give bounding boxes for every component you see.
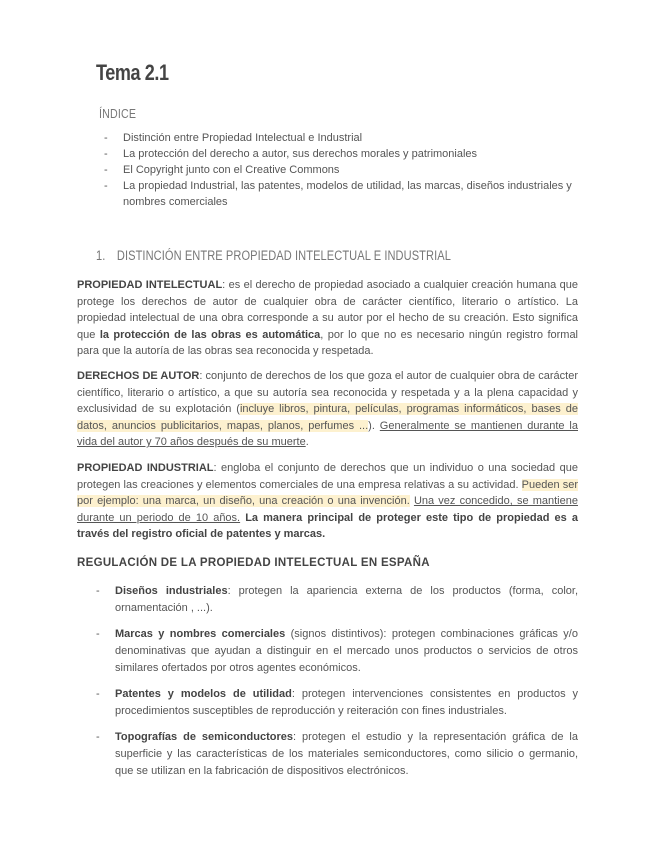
paragraph-text: , por lo que no es necesario ningún registro formal para que la autoría de las obras sea reconocida y respetada. [77, 328, 578, 358]
item-text: : protegen intervenciones consistentes en productos y procedimientos susceptibles de reproducción y reiteración con fines industriales. [115, 688, 579, 717]
list-item [96, 729, 578, 780]
toc-item [104, 130, 584, 146]
term: Marcas y nombres comerciales [115, 628, 286, 640]
regulation-list [96, 583, 578, 617]
bullet-dash: - [96, 688, 100, 700]
paragraph-propiedad-industrial [77, 460, 578, 543]
bullet-dash: - [104, 132, 108, 144]
section-number: 1. [96, 248, 106, 263]
paragraph-text: : es el derecho de propiedad asociado a cualquier creación humana que protege los derechos de autor de cualquier obra de carácter científico, literario o artístico. La propiedad intelectual de una obra corresponde a su autor por el hecho de su creación. Esto significa que [77, 279, 578, 341]
highlighted-text: Pueden ser por ejemplo: una marca, un diseño, una creación o una invención. [77, 478, 578, 508]
term: Diseños industriales [115, 585, 228, 597]
toc-item-text: La protección del derecho a autor, sus derechos morales y patrimoniales [123, 148, 478, 160]
bullet-dash: - [104, 164, 108, 176]
list-item [96, 686, 578, 720]
term: PROPIEDAD INDUSTRIAL [77, 462, 214, 474]
bullet-dash: - [104, 148, 108, 160]
index-heading: ÍNDICE [99, 106, 137, 121]
bullet-dash: - [96, 628, 100, 640]
list-item [96, 583, 578, 617]
term: PROPIEDAD INTELECTUAL [77, 279, 223, 291]
section-title: DISTINCIÓN ENTRE PROPIEDAD INTELECTUAL E INDUSTRIAL [116, 248, 451, 263]
toc-item-text: La propiedad Industrial, las patentes, modelos de utilidad, las marcas, diseños industriales y nombres comerciales [123, 180, 572, 208]
section-heading [96, 248, 451, 263]
paragraph-derechos-autor [77, 368, 578, 451]
regulation-heading: REGULACIÓN DE LA PROPIEDAD INTELECTUAL EN ESPAÑA [77, 557, 430, 569]
paragraph-propiedad-intelectual [77, 277, 578, 360]
page-title: Tema 2.1 [96, 60, 169, 85]
bullet-dash: - [104, 180, 108, 192]
item-text: : protegen el estudio y la representación gráfica de la superficie y las características de los materiales semiconductores, como silicio o germanio, que se utilizan en la fabricación de dispositivos electrónicos. [115, 731, 578, 777]
table-of-contents [104, 130, 584, 210]
term: DERECHOS DE AUTOR [77, 370, 200, 382]
toc-item [104, 162, 584, 178]
paragraph-text: : conjunto de derechos de los que goza el autor de cualquier obra de carácter científico, literario o artístico, a que su autoría sea reconocida y respetada y a la plena capacidad y exclusividad de su explotación ( [77, 370, 578, 416]
regulation-list [96, 686, 578, 720]
paragraph-text: ). [368, 419, 380, 432]
bullet-dash: - [96, 585, 100, 597]
paragraph-text: . [305, 436, 309, 449]
bold-text: La manera principal de proteger este tipo de propiedad es a través del registro oficial de patentes y marcas. [77, 511, 578, 541]
regulation-list [96, 626, 578, 677]
toc-item [104, 178, 584, 210]
underlined-text: Una vez concedido, se mantiene durante un periodo de 10 años. [77, 495, 578, 524]
regulation-list [96, 729, 578, 780]
item-text: : protegen la apariencia externa de los productos (forma, color, ornamentación , ...). [115, 585, 578, 614]
toc-item [104, 146, 584, 162]
paragraph-text: : engloba el conjunto de derechos que un individuo o una sociedad que protegen las creaciones y elementos comerciales de una empresa relativas a su actividad. [77, 462, 579, 491]
toc-item-text: El Copyright junto con el Creative Commons [123, 164, 340, 176]
term: Topografías de semiconductores [115, 731, 294, 743]
highlighted-text: incluye libros, pintura, películas, programas informáticos, bases de datos, anuncios publicitarios, mapas, planos, perfumes ... [77, 403, 579, 432]
term: Patentes y modelos de utilidad [115, 688, 292, 700]
item-text: (signos distintivos): protegen combinaciones gráficas y/o denominativas que ayudan a distinguir en el mercado unos productos o servicios de otros similares ofertados por otros agentes económicos. [115, 628, 578, 674]
bullet-dash: - [96, 731, 100, 743]
bold-text: la protección de las obras es automática [99, 328, 321, 341]
toc-item-text: Distinción entre Propiedad Intelectual e Industrial [123, 132, 363, 144]
underlined-text: Generalmente se mantienen durante la vida del autor y 70 años después de su muerte [77, 419, 578, 449]
list-item [96, 626, 578, 677]
